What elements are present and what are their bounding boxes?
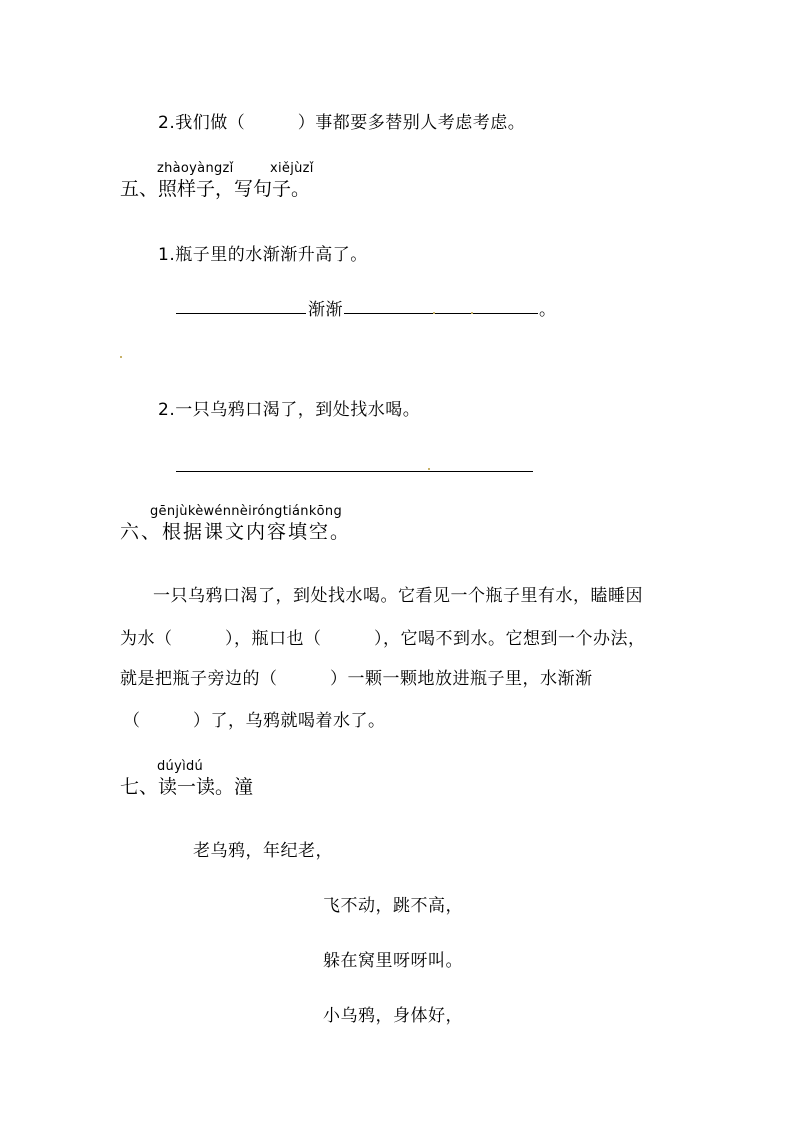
section-5-item-2: 2.一只乌鸦口渴了，到处找水喝。 (158, 400, 421, 420)
section-6-line-3: 就是把瓶子旁边的（ ）一颗一颗地放进瓶子里，水渐渐 (120, 669, 593, 689)
section-5-item-1-word: 渐渐 (308, 300, 343, 320)
section-5-pinyin-2: xiějùzǐ (270, 161, 314, 176)
section-5-pinyin-1: zhàoyàngzǐ (157, 161, 234, 176)
poem-line-1: 老乌鸦，年纪老， (193, 841, 333, 861)
answer-blank-1a[interactable] (176, 313, 306, 314)
poem-line-3: 躲在窝里呀呀叫。 (323, 951, 463, 971)
section-7-pinyin: dúyìdú (157, 759, 204, 774)
answer-blank-1b[interactable] (344, 313, 538, 314)
poem-line-2: 飞不动，跳不高， (323, 896, 463, 916)
section-6-pinyin: gēnjùkèwénnèiróngtiánkōng (150, 504, 343, 519)
section-6-line-2: 为水（ ），瓶口也（ ），它喝不到水。它想到一个办法， (120, 629, 646, 649)
section-6-line-1: 一只乌鸦口渴了，到处找水喝。它看见一个瓶子里有水，瞌睡因 (153, 586, 643, 606)
section-5-item-1: 1.瓶子里的水渐渐升高了。 (158, 245, 368, 265)
stray-mark (471, 312, 473, 314)
section-6-title: 六、根据课文内容填空。 (120, 521, 352, 543)
stray-mark (433, 312, 435, 314)
section-7-title: 七、读一读。潼 (120, 776, 254, 798)
section-5-item-1-end: 。 (539, 300, 557, 320)
section-6-line-4: （ ）了，乌鸦就喝着水了。 (123, 711, 386, 731)
answer-blank-2[interactable] (176, 471, 533, 472)
question-4-item-2: 2.我们做（ ）事都要多替别人考虑考虑。 (158, 113, 526, 133)
section-5-title: 五、照样子，写句子。 (120, 178, 311, 200)
stray-mark (120, 356, 122, 358)
stray-mark (428, 468, 430, 470)
poem-line-4: 小乌鸦，身体好， (323, 1006, 463, 1026)
